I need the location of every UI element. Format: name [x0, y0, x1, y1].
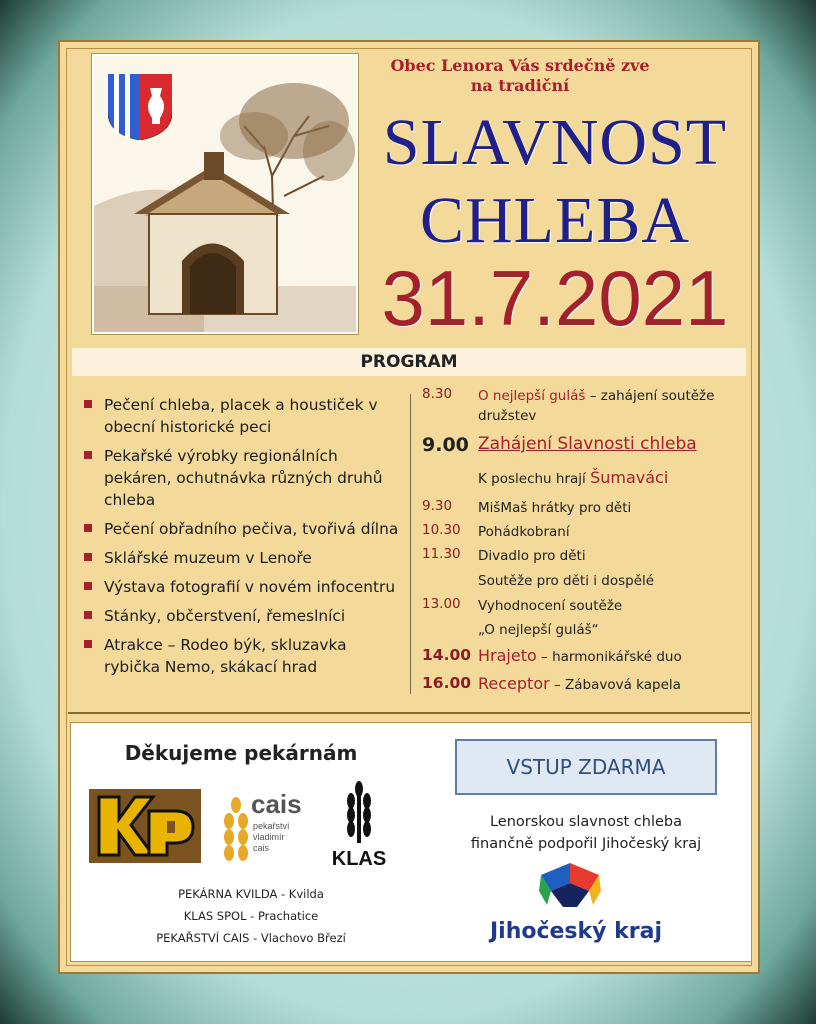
divider: [68, 712, 750, 714]
event-date: 31.7.2021: [381, 254, 729, 342]
kp-bakery-logo: [89, 789, 201, 863]
free-entry-box: VSTUP ZDARMA: [455, 739, 717, 795]
sponsor-line: PEKAŘSTVÍ CAIS - Vlachovo Březí: [156, 931, 346, 945]
sponsor-line: KLAS SPOL - Prachatice: [183, 909, 319, 923]
list-item: Pekařské výrobky regionálních pekáren, ochutnávka různých druhů chleba: [78, 445, 403, 511]
list-item: Stánky, občerstvení, řemeslníci: [78, 605, 403, 627]
support-text: Lenorskou slavnost chleba finančně podpořil Jihočeský kraj: [470, 814, 702, 852]
program-list: [78, 394, 403, 685]
list-item: Atrakce – Rodeo býk, skluzavka rybička Nemo, skákací hrad: [78, 634, 403, 678]
bullet-icon: [84, 524, 92, 532]
program-heading: PROGRAM: [72, 348, 746, 376]
bullet-icon: [84, 400, 92, 408]
bullet-icon: [84, 451, 92, 459]
list-item: Sklářské muzeum v Lenoře: [78, 547, 403, 569]
jihocesky-kraj-logo-icon: [537, 861, 603, 911]
svg-text:vladimír: vladimír: [253, 832, 285, 842]
klas-bakery-logo: [323, 779, 395, 869]
list-item: Pečení obřadního pečiva, tvořivá dílna: [78, 518, 403, 540]
invitation-line-2: na tradiční: [470, 76, 570, 95]
sponsors-panel: [70, 722, 752, 962]
cais-logo-text: cais: [251, 789, 302, 819]
klas-logo-text: KLAS: [331, 848, 387, 869]
thanks-heading: Děkujeme pekárnám: [124, 741, 358, 765]
bullet-icon: [84, 553, 92, 561]
bullet-icon: [84, 611, 92, 619]
list-item: Pečení chleba, placek a houstiček v obecní historické peci: [78, 394, 403, 438]
bakehouse-illustration: [92, 54, 358, 334]
bullet-icon: [84, 582, 92, 590]
svg-text:cais: cais: [253, 843, 270, 853]
invitation-text: [370, 56, 670, 96]
invitation-line-1: Obec Lenora Vás srdečně zve: [390, 56, 650, 75]
bullet-icon: [84, 640, 92, 648]
lenora-crest-icon: [108, 74, 172, 140]
list-item: Výstava fotografií v novém infocentru: [78, 576, 403, 598]
region-name: Jihočeský kraj: [489, 919, 663, 944]
title-line-1: SLAVNOST: [382, 106, 728, 179]
poster: Obec Lenora Vás srdečně zve na tradiční SLAVNOST CHLEBA 31.7.2021 PROGRAM Pečení chleba, placek a houstiček v obecní historické peci Pekařské výrobky regionálních pekáren, ochutnávka různých druhů chleba Pečení obřadního pečiva, tvořivá dílna Sklářské muzeum v Lenoře Výstava fotografií v novém infocentru Stánky, občerstvení, řemeslníci Atrakce – Rodeo býk, skluzavka rybička Nemo, skákací hrad 8.30 O nejlepší guláš – zahájení soutěže družstev 9.00 Zahájení Slavnosti chleba K poslechu hrají Šumaváci 9.30 MišMaš hrátky pro děti 10.30 Pohádkobraní 11.30 Divadlo pro děti Soutěže pro děti i dospělé 13.00 Vyhodnocení soutěže „O nejlepší guláš“ 14.00 Hrajeto – harmonikářské duo 16.00 Receptor – Zábavová kapela Děkujeme pekárnám cais pekařství vladimír cais KLAS PEKÁRNA KVILDA - Kvilda KLAS SPOL - Prachatice PEKAŘSTVÍ CAIS - Vlachovo Březí VSTUP ZDARMA Lenorskou slavnost chleba finančně podpořil Jihočeský kraj Jihočeský kraj: [58, 40, 760, 974]
svg-text:pekařství: pekařství: [253, 821, 290, 831]
cais-bakery-logo: [221, 787, 317, 865]
sponsor-list: [131, 883, 371, 949]
sponsor-line: PEKÁRNA KVILDA - Kvilda: [178, 887, 324, 901]
column-divider: [410, 394, 411, 694]
title-line-2: CHLEBA: [420, 184, 690, 257]
